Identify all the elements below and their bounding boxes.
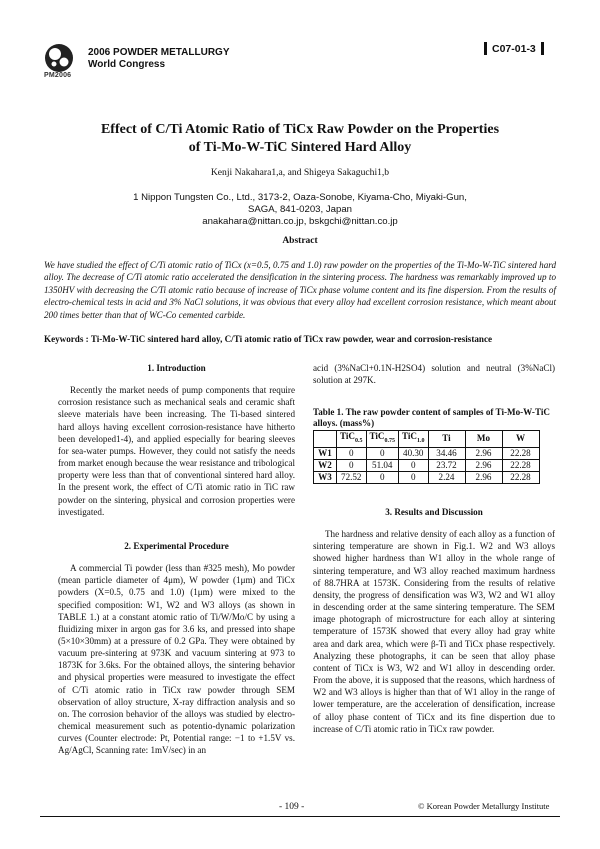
table-row-label: W3 [314, 471, 337, 483]
table-header-cell [314, 431, 337, 448]
abstract-text: We have studied the effect of C/Ti atomic ratio of TiCx (x=0.5, 0.75 and 1.0) raw powder on the properties of the Ti-Mo-W-TiC sintered hard alloy. The decrease of C/Ti atomic ratio accelerated the densification in the sintering process. The hardness was remarkably improved up to 1350HV with decreasing the C/Ti atomic ratio because of increase of TiCx phase volume content and its fine dispersion. From the results of electro-chemical tests in acid and 3% NaCl solutions, it was obvious that every alloy had excellent corrosion resistance, which meant about 200 times better than that of WC-Co cemented carbide. [44, 260, 556, 320]
table-cell: 2.96 [465, 471, 502, 483]
table-header-cell: TiC$_{0.75}$ [366, 431, 399, 448]
paper-title [40, 121, 560, 157]
title-line-2: of Ti-Mo-W-TiC Sintered Hard Alloy [188, 140, 412, 155]
table-cell: 34.46 [428, 447, 465, 459]
table-row-label: W1 [314, 447, 337, 459]
table-row [314, 471, 540, 483]
table-cell: 0 [366, 447, 399, 459]
table-caption: Table 1. The raw powder content of samples of Ti-Mo-W-TiC alloys. (mass%) [313, 407, 550, 428]
table-header-cell: TiC$_{1.0}$ [399, 431, 429, 448]
table-row [314, 447, 540, 459]
table-cell: 22.28 [502, 471, 539, 483]
footer-rule [40, 816, 560, 817]
table-cell: 2.24 [428, 471, 465, 483]
code-right-bar [541, 42, 544, 55]
title-line-1: Effect of C/Ti Atomic Ratio of TiCx Raw Powder on the Properties [100, 122, 500, 137]
right-column-top [313, 362, 555, 386]
table-cell: 22.28 [502, 447, 539, 459]
table-row [314, 459, 540, 471]
table-header-cell: Ti [428, 431, 465, 448]
table-row-label: W2 [314, 459, 337, 471]
conference-subtitle: World Congress [88, 59, 166, 70]
paper-code-text: C07-01-3 [492, 42, 536, 55]
table-header-cell: Mo [465, 431, 502, 448]
table-cell: 23.72 [428, 459, 465, 471]
table-header-row [314, 431, 540, 448]
table-cell: 40.30 [399, 447, 429, 459]
table-cell: 0 [337, 459, 367, 471]
left-column [58, 362, 295, 757]
introduction-text: Recently the market needs of pump components that require corrosion resistance such as mechanical seals and ceramic shaft sleeve materials have been increasing. The Ti-based sintered hard alloys having excellent corrosion-resistance have hitherto been developed1-4), and applied especially for bearing sleeves for sea-water pumps. However, they could not satisfy the needs from market enough because the wear resistance and tribological property were less than that of conventional sintered hard alloy. In the present work, the effect of C/Ti atomic ratio in TiC raw powder on the sintering, physical and corrosion properties were investigated. [58, 385, 295, 517]
experimental-text-continued: acid (3%NaCl+0.1N-H2SO4) solution and neutral (3%NaCl) solution at 297K. [313, 363, 555, 386]
section-heading-experimental: 2. Experimental Procedure [124, 540, 229, 551]
authors: Kenji Nakahara1,a, and Shigeya Sakaguchi1,b [210, 167, 390, 178]
code-left-bar [484, 42, 487, 55]
abstract-heading: Abstract [282, 236, 318, 246]
affiliation-line-2: SAGA, 841-0203, Japan [247, 204, 352, 215]
table-cell: 72.52 [337, 471, 367, 483]
table-cell: 2.96 [465, 447, 502, 459]
page-number: - 109 - [279, 802, 305, 812]
table-cell: 51.04 [366, 459, 399, 471]
experimental-text: A commercial Ti powder (less than #325 mesh), Mo powder (mean particle diameter of 4μm), W powder (1μm) and TiCx powders (X=0.5, 0.75 and 1.0) (1μm) were mixed to the specified composition: W1, W2 and W3 alloys (as shown in TABLE 1.) at a constant atomic ratio of Ti/W/Mo/C by using a fluidizing mixer in argon gas for 3.6 ks, and pressed into shape (5×10×30mm) at a pressure of 0.2 GPa. They were obtained by vacuum pre-sintering at 973K and vacuum sintering at 973 to 1873K for 3.6ks. For the obtained alloys, the sintering behavior and physical properties were measured to investigate the effect of C/Ti atomic ratio in TiCx raw powder through SEM observation of alloy structure, X-ray diffraction analysis and so on. The corrosion behavior of the alloys was studied by electro-chemical measurement such as potentio-dynamic polarization curves (Counter electrode: Pt, Potential range: −1 to +1.5V vs. Ag/AgCl, Scanning rate: 1mV/sec) in an [58, 563, 295, 756]
table-cell: 0 [366, 471, 399, 483]
table-cell: 0 [399, 459, 429, 471]
table-header-cell: TiC$_{0.5}$ [337, 431, 367, 448]
table-cell: 0 [399, 471, 429, 483]
paper-code [484, 42, 544, 55]
table-cell: 22.28 [502, 459, 539, 471]
keywords: Keywords : Ti-Mo-W-TiC sintered hard alloy, C/Ti atomic ratio of TiCx raw powder, wear and corrosion-resistance [44, 334, 493, 344]
affiliation [40, 192, 560, 228]
affiliation-line-1: 1 Nippon Tungsten Co., Ltd., 3173-2, Oaza-Sonobe, Kiyama-Cho, Miyaki-Gun, [133, 192, 467, 203]
logo-text: PM2006 [44, 72, 72, 79]
conference-logo-icon [44, 43, 74, 73]
copyright: © Korean Powder Metallurgy Institute [418, 801, 550, 811]
conference-name: 2006 POWDER METALLURGY [88, 47, 230, 58]
section-heading-introduction: 1. Introduction [147, 363, 206, 373]
table-cell: 2.96 [465, 459, 502, 471]
affiliation-emails: anakahara@nittan.co.jp, bskgchi@nittan.co.jp [202, 216, 398, 227]
right-column-bottom [313, 506, 555, 735]
results-text: The hardness and relative density of each alloy as a function of sintering temperature are shown in Fig.1. W2 and W3 alloys showed higher hardness than W1 alloy in the whole range of sintering temperature, and W3 alloy reached maximum hardness of 88.7HRA at 1573K. Considering from the results of relative density, the progress of densification was W3, W2 and W1 alloy in descending order at the same sintering temperature. The SEM image photograph of microstructure for each alloy at sintering temperature of 1573K showed that every alloy had gray white area and dark area, which were β-Ti and TiCx phase respectively. Analyzing these photographs, it can be seen that alloy phase content of TiCx is W3, W2 and W1 alloy in descending order. From the above, it is supposed that the reasons, which hardness of W2 and W3 alloys is higher than that of W1 alloy in the range of lower temperature, are the acceleration of densification, increase of alloy phase content of TiCx and its fine dispertion due to increase of C/Ti atomic ratio in TiCx raw powder. [313, 529, 555, 734]
table-cell: 0 [337, 447, 367, 459]
raw-powder-table [313, 430, 540, 484]
table-header-cell: W [502, 431, 539, 448]
section-heading-results: 3. Results and Discussion [385, 507, 483, 517]
